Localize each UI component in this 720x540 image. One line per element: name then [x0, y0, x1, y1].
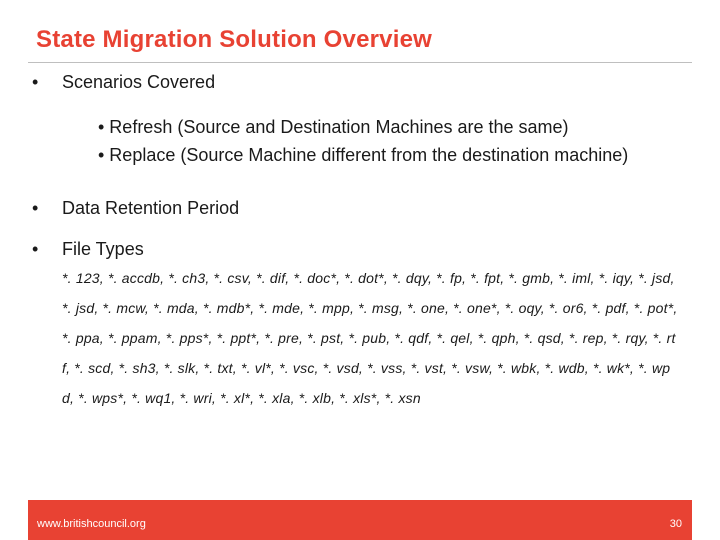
page-number: 30 — [669, 518, 682, 530]
footer-bar — [28, 500, 692, 540]
bullet-text: File Types — [62, 239, 144, 259]
bullet-scenarios — [32, 72, 215, 93]
bullet-marker: • — [32, 239, 39, 259]
bullet-file-types — [32, 239, 144, 260]
bullet-marker: • — [32, 198, 39, 218]
bullet-marker: • — [32, 72, 39, 92]
footer-url: www.britishcouncil.org — [37, 518, 146, 530]
file-types-list: *. 123, *. accdb, *. ch3, *. csv, *. dif, *. doc*, *. dot*, *. dqy, *. fp, *. fpt, *. gmb, *. iml, *. iqy, *. jsd, *. jsd, *. mcw, *. mda, *. mdb*, *. mde, *. mpp, *. msg, *. one, *. one*, *. oqy, *. or6, *. pdf, *. pot*, *. ppa, *. ppam, *. pps*, *. ppt*, *. pre, *. pst, *. pub, *. qdf, *. qel, *. qph, *. qsd, *. rep, *. rqy, *. rtf, *. scd, *. sh3, *. slk, *. txt, *. vl*, *. vsc, *. vsd, *. vss, *. vst, *. vsw, *. wbk, *. wdb, *. wk*, *. wpd, *. wps*, *. wq1, *. wri, *. xl*, *. xla, *. xlb, *. xls*, *. xsn — [62, 270, 678, 406]
bullet-text: Scenarios Covered — [62, 72, 216, 92]
slide-title: State Migration Solution Overview — [36, 26, 432, 53]
bullet-data-retention — [32, 198, 239, 219]
sub-item-replace: • Replace (Source Machine different from the destination machine) — [98, 145, 629, 165]
title-divider — [28, 62, 692, 63]
sub-item-refresh: • Refresh (Source and Destination Machines are the same) — [98, 117, 569, 137]
bullet-text: Data Retention Period — [62, 198, 240, 218]
